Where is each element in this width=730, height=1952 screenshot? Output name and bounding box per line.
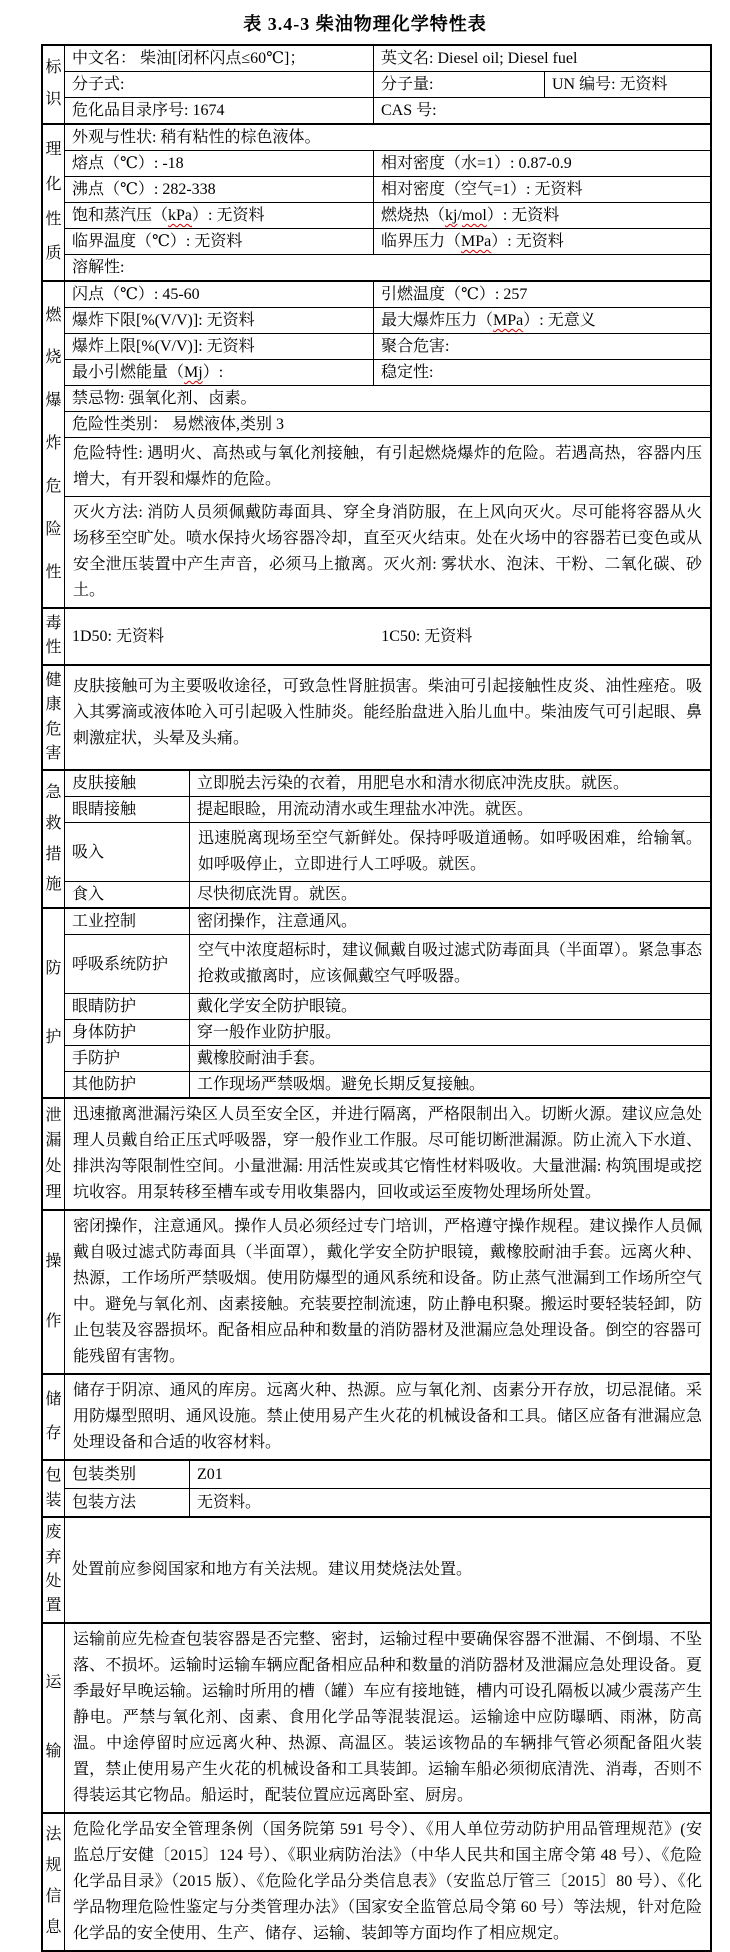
spellcheck-word: Mj [184,364,203,381]
first-aid-desc-ingestion: 尽快彻底洗胃。就医。 [189,882,710,907]
ld50-value: 1D50: 无资料 [72,627,165,645]
section-regulations [43,1814,710,1950]
cn-name-cell: 中文名： 柴油[闭杯闪点≤60℃]； [72,50,306,67]
first-aid-route-ingestion: 食入 [72,886,105,904]
text-fragment: 饱和蒸汽压（ [72,207,169,224]
section-label-disposal [43,1518,65,1622]
section-label-spill-handling [43,1099,65,1209]
packaging-category-value: Z01 [189,1461,710,1488]
section-first-aid-body [65,771,710,907]
section-storage [43,1375,710,1461]
protection-desc-industrial: 密闭操作，注意通风。 [189,909,710,934]
section-label-text: 理 化 性 质 [45,141,62,263]
section-transport-body [65,1624,710,1812]
first-aid-desc-eye: 提起眼睑，用流动清水或生理盐水冲洗。就医。 [189,797,710,822]
section-fire-explosion [43,282,710,609]
table-row [65,1099,710,1209]
stability-cell: 稳定性: [373,360,710,385]
disposal-text: 处置前应参阅国家和地方有关法规。建议用焚烧法处置。 [72,1561,473,1579]
section-label-storage [43,1375,65,1459]
table-row [65,994,710,1020]
vapor-pressure-cell [65,203,373,228]
text-fragment: 最大爆炸压力（ [381,312,494,329]
cas-number-cell: CAS 号: [373,98,710,123]
table-row [65,1814,710,1950]
section-health-hazard [43,666,710,772]
handling-operation-text: 密闭操作，注意通风。操作人员必须经过专门培训，严格遵守操作规程。建议操作人员佩戴自吸过滤式防毒面具（半面罩），戴化学安全防护眼镜，戴橡胶耐油手套。远离火种、热源，工作场所严禁吸烟。使用防爆型的通风系统和设备。防止蒸气泄漏到工作场所空气中。避免与氧化剂、卤素接触。充装要控制流速，防止静电积聚。搬运时要轻装轻卸，防止包装及容器损坏。配备相应品种和数量的消防器材及泄漏应急处理设备。倒空的容器可能残留有害物。 [73,1218,702,1366]
table-row [65,72,710,98]
table-row [65,282,710,308]
table-row [65,177,710,203]
section-label-identification [43,46,65,123]
storage-text: 储存于阴凉、通风的库房。远离火种、热源。应与氧化剂、卤素分开存放，切忌混储。采用防爆型照明、通风设施。禁止使用易产生火花的机械设备和工具。储区应备有泄漏应急处理设备和合适的收容材料。 [73,1382,702,1452]
first-aid-desc-skin: 立即脱去污染的衣着，用肥皂水和清水彻底冲洗皮肤。就医。 [189,771,710,796]
packaging-method-label: 包装方法 [72,1494,137,1512]
ignition-temp-cell: 引燃温度（℃）: 257 [373,282,710,307]
spellcheck-word: kj [445,207,458,224]
section-label-text: 储 存 [45,1391,62,1443]
fire-fighting-cell: 灭火方法: 消防人员须佩戴防毒面具、穿全身消防服，在上风向灭火。尽可能将容器从火场移至空旷处。喷水保持火场容器冷却，直至灭火结束。处在火场中的容器若已变色或从安全泄压装置中产生声音，必须马上撤离。灭火剂: 雾状水、泡沫、干粉、二氧化碳、砂土。 [73,504,702,599]
table-row [65,125,710,151]
section-identification [43,46,710,125]
protection-type-other: 其他防护 [72,1076,137,1094]
section-label-packaging [43,1461,65,1516]
section-first-aid [43,771,710,909]
table-row [65,308,710,334]
section-label-health-hazard [43,666,65,770]
protection-type-eye: 眼睛防护 [72,998,137,1016]
spill-handling-text: 迅速撤离泄漏污染区人员至安全区，并进行隔离，严格限制出入。切断火源。建议应急处理人员戴自给正压式呼吸器，穿一般作业工作服。尽可能切断泄漏源。防止流入下水道、排洪沟等限制性空间。小量泄漏: 用活性炭或其它惰性材料吸收。大量泄漏: 构筑围堤或挖坑收容。用泵转移至槽车或专用收集器内，回收或运至废物处理场所处置。 [73,1106,702,1202]
section-identification-body [65,46,710,123]
section-label-text: 健 康 危 害 [45,671,62,762]
text-fragment: 临界压力（ [381,233,462,250]
spellcheck-word: mol [461,207,487,224]
max-explosion-pressure-cell [373,308,710,333]
section-label-text: 标 识 [45,59,62,109]
table-row [65,497,710,607]
table-row [65,771,710,797]
section-label-text: 废 弃 处 置 [45,1524,62,1615]
polymerization-hazard-cell: 聚合危害: [373,334,710,359]
text-fragment: ）: 无意义 [523,312,596,329]
section-label-physchem [43,125,65,280]
section-toxicity-body [65,609,710,664]
rel-density-air-cell: 相对密度（空气=1）: 无资料 [373,177,710,202]
table-row [65,882,710,907]
section-disposal-body [65,1518,710,1622]
section-label-text: 泄 漏 处 理 [45,1106,62,1201]
section-handling-operation-body [65,1211,710,1373]
section-storage-body [65,1375,710,1459]
mol-weight-cell: 分子量: [373,72,544,97]
section-protection-body [65,909,710,1097]
page-title: 表 3.4-3 柴油物理化学特性表 [243,14,487,34]
protection-desc-respiratory: 空气中浓度超标时，建议佩戴自吸过滤式防毒面具（半面罩）。紧急事态抢救或撤离时，应该佩戴空气呼吸器。 [189,935,710,993]
first-aid-route-skin: 皮肤接触 [72,775,137,793]
section-label-handling-operation [43,1211,65,1373]
diesel-properties-table [41,44,712,1952]
table-row [65,386,710,412]
table-row [65,255,710,280]
table-row [65,151,710,177]
spellcheck-word: kPa [168,207,193,224]
table-row [65,229,710,255]
combustion-heat-cell [373,203,710,228]
section-label-text: 防 护 [45,959,62,1046]
table-row [65,797,710,823]
regulations-text: 危险化学品安全管理条例（国务院第 591 号令）、《用人单位劳动防护用品管理规范》(安监总厅安健〔2015〕124 号）、《职业病防治法》（中华人民共和国主席令第 48 号）、《危险化学品目录》（2015 版）、《危险化学品分类信息表》（安监总厅管三〔2015〕80 号）、《化学品物理危险性鉴定与分类管理办法》（国家安全监管总局令第 60 号）等法规，针对危险化学品的安全使用、生产、储存、运输、装卸等方面均作了相应规定。 [73,1820,702,1942]
incompatibles-cell: 禁忌物: 强氧化剂、卤素。 [72,390,257,407]
un-number-cell: UN 编号: 无资料 [544,72,710,97]
rel-density-water-cell: 相对密度（水=1）: 0.87-0.9 [373,151,710,176]
critical-temp-cell: 临界温度（℃）: 无资料 [72,233,243,250]
section-spill-handling [43,1099,710,1211]
table-row [65,666,710,770]
section-label-text: 法 规 信 息 [45,1826,62,1936]
table-row [65,334,710,360]
catalog-number-cell: 危化品目录序号: 1674 [72,102,225,119]
text-fragment: 最小引燃能量（ [72,364,185,381]
table-row [65,1624,710,1812]
table-row [65,1020,710,1046]
protection-type-hand: 手防护 [72,1050,121,1068]
table-row [65,935,710,994]
protection-type-respiratory: 呼吸系统防护 [72,955,169,973]
section-spill-handling-body [65,1099,710,1209]
table-row [65,909,710,935]
min-ignition-energy-cell [65,360,373,385]
section-toxicity [43,609,710,666]
table-row [65,1072,710,1097]
table-row [65,412,710,438]
table-row [65,1211,710,1373]
section-label-transport [43,1624,65,1812]
table-row [65,1461,710,1489]
table-row [65,1375,710,1459]
section-health-hazard-body [65,666,710,770]
section-packaging-body [65,1461,710,1516]
explosion-lower-limit-cell: 爆炸下限[%(V/V)]: 无资料 [72,312,255,329]
lc50-value: 1C50: 无资料 [381,627,473,645]
section-label-text: 运 输 [45,1674,62,1760]
protection-desc-other: 工作现场严禁吸烟。避免长期反复接触。 [189,1072,710,1097]
first-aid-desc-inhalation: 迅速脱离现场至空气新鲜处。保持呼吸道通畅。如呼吸困难，给输氧。如呼吸停止，立即进行人工呼吸。就医。 [189,823,710,881]
text-fragment: 燃烧热（ [381,207,446,224]
transport-text: 运输前应先检查包装容器是否完整、密封，运输过程中要确保容器不泄漏、不倒塌、不坠落、不损坏。运输时运输车辆应配备相应品种和数量的消防器材及泄漏应急处理设备。夏季最好早晚运输。运输时所用的槽（罐）车应有接地链，槽内可设孔隔板以减少震荡产生静电。严禁与氧化剂、卤素、食用化学品等混装混运。运输途中应防曝晒、雨淋，防高温。中途停留时应远离火种、热源、高温区。装运该物品的车辆排气管必须配备阻火装置，禁止使用易产生火花的机械设备和工具装卸。运输车船必须彻底清洗、消毒，否则不得装运其它物品。船运时，配装位置应远离卧室、厨房。 [73,1630,702,1804]
melting-point-cell: 熔点（℃）: -18 [72,155,184,172]
section-physchem [43,125,710,282]
protection-type-industrial: 工业控制 [72,913,137,931]
en-name-cell: 英文名: Diesel oil; Diesel fuel [373,46,710,71]
formula-cell: 分子式: [72,76,125,93]
text-fragment: / [457,207,462,224]
protection-desc-eye: 戴化学安全防护眼镜。 [189,994,710,1019]
solubility-cell: 溶解性: [72,259,125,276]
table-row [65,203,710,229]
protection-desc-body: 穿一般作业防护服。 [189,1020,710,1045]
hazard-class-cell: 危险性类别： 易燃液体,类别 3 [72,416,285,433]
section-physchem-body [65,125,710,280]
section-packaging [43,1461,710,1518]
protection-type-body: 身体防护 [72,1024,137,1042]
section-label-text: 包 装 [45,1467,62,1509]
section-label-first-aid [43,771,65,907]
section-handling-operation [43,1211,710,1375]
protection-desc-hand: 戴橡胶耐油手套。 [189,1046,710,1071]
table-row [65,609,710,664]
section-disposal [43,1518,710,1624]
flash-point-cell: 闪点（℃）: 45-60 [72,286,200,303]
first-aid-route-inhalation: 吸入 [72,843,105,861]
first-aid-route-eye: 眼睛接触 [72,801,137,819]
table-row [65,1518,710,1622]
table-row [65,823,710,882]
section-label-protection [43,909,65,1097]
spellcheck-word: MPa [493,312,524,329]
table-row [65,1046,710,1072]
section-label-text: 急 救 措 施 [45,783,62,894]
table-row [65,360,710,386]
critical-pressure-cell [373,229,710,254]
health-hazard-text: 皮肤接触可为主要吸收途径，可致急性肾脏损害。柴油可引起接触性皮炎、油性痤疮。吸入其雾滴或液体呛入可引起吸入性肺炎。能经胎盘进入胎儿血中。柴油废气可引起眼、鼻刺激症状，头晕及头痛。 [73,677,702,747]
section-label-text: 毒 性 [45,615,62,657]
packaging-category-label: 包装类别 [72,1466,137,1484]
text-fragment: ）: [202,364,224,381]
text-fragment: ）: 无资料 [192,207,265,224]
section-label-fire-explosion [43,282,65,607]
explosion-upper-limit-cell: 爆炸上限[%(V/V)]: 无资料 [72,338,255,355]
section-regulations-body [65,1814,710,1950]
hazard-traits-cell: 危险特性: 遇明火、高热或与氧化剂接触，有引起燃烧爆炸的危险。若遇高热，容器内压增大，有开裂和爆炸的危险。 [73,445,702,488]
boiling-point-cell: 沸点（℃）: 282-338 [72,181,216,198]
section-protection [43,909,710,1099]
section-transport [43,1624,710,1814]
section-label-text: 燃 烧 爆 炸 危 险 性 [45,306,62,582]
text-fragment: ）: 无资料 [486,207,560,224]
text-fragment: ）: 无资料 [491,233,564,250]
table-row [65,438,710,497]
table-row [65,1489,710,1516]
section-label-text: 操 作 [45,1253,62,1331]
packaging-method-value: 无资料。 [189,1489,710,1516]
section-fire-explosion-body [65,282,710,607]
toxicity-values-cell [65,609,710,664]
table-row [65,98,710,123]
appearance-cell: 外观与性状: 稍有粘性的棕色液体。 [72,129,321,146]
table-row [65,46,710,72]
section-label-regulations [43,1814,65,1950]
spellcheck-word: MPa [461,233,492,250]
section-label-toxicity [43,609,65,664]
